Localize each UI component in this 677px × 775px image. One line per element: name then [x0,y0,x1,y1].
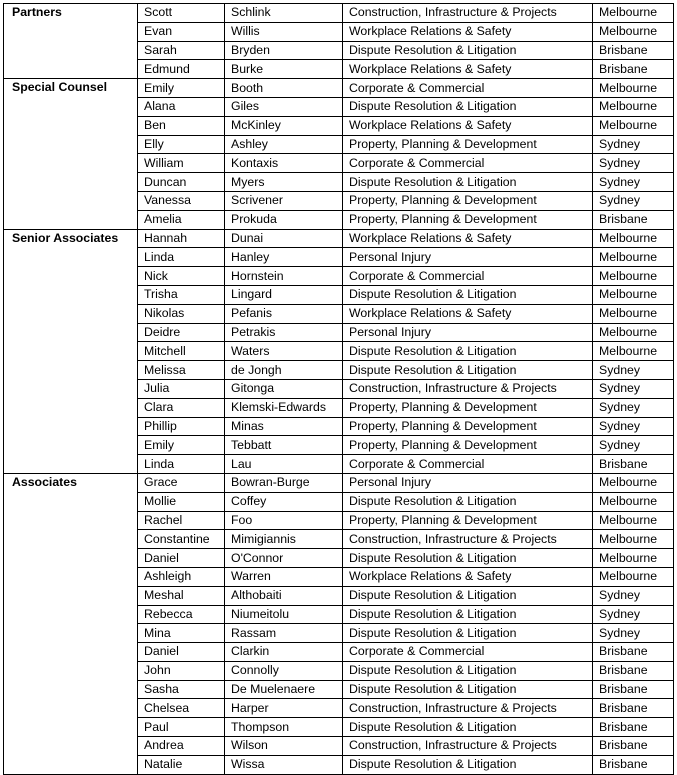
practice-area-cell: Dispute Resolution & Litigation [343,680,593,699]
first-name-cell: Deidre [138,323,225,342]
last-name-cell: Gitonga [225,379,343,398]
first-name-cell: Daniel [138,549,225,568]
office-cell: Melbourne [593,97,674,116]
last-name-cell: De Muelenaere [225,680,343,699]
last-name-cell: Rassam [225,624,343,643]
last-name-cell: Clarkin [225,643,343,662]
table-row [4,79,674,98]
practice-area-cell: Dispute Resolution & Litigation [343,492,593,511]
group-heading: Special Counsel [4,79,138,229]
office-cell: Sydney [593,624,674,643]
office-cell: Melbourne [593,229,674,248]
practice-area-cell: Construction, Infrastructure & Projects [343,737,593,756]
last-name-cell: Ashley [225,135,343,154]
first-name-cell: Clara [138,398,225,417]
office-cell: Brisbane [593,755,674,774]
first-name-cell: Emily [138,436,225,455]
practice-area-cell: Personal Injury [343,323,593,342]
practice-area-cell: Construction, Infrastructure & Projects [343,379,593,398]
office-cell: Melbourne [593,22,674,41]
first-name-cell: Elly [138,135,225,154]
practice-area-cell: Corporate & Commercial [343,154,593,173]
first-name-cell: Nick [138,267,225,286]
practice-area-cell: Construction, Infrastructure & Projects [343,530,593,549]
practice-area-cell: Construction, Infrastructure & Projects [343,699,593,718]
last-name-cell: Lau [225,455,343,474]
office-cell: Melbourne [593,323,674,342]
office-cell: Brisbane [593,60,674,79]
office-cell: Sydney [593,154,674,173]
office-cell: Sydney [593,173,674,192]
practice-area-cell: Workplace Relations & Safety [343,229,593,248]
last-name-cell: Coffey [225,492,343,511]
last-name-cell: Mimigiannis [225,530,343,549]
office-cell: Brisbane [593,699,674,718]
practice-area-cell: Dispute Resolution & Litigation [343,342,593,361]
group-heading: Senior Associates [4,229,138,473]
first-name-cell: Duncan [138,173,225,192]
practice-area-cell: Property, Planning & Development [343,210,593,229]
practice-area-cell: Workplace Relations & Safety [343,567,593,586]
first-name-cell: John [138,661,225,680]
office-cell: Brisbane [593,737,674,756]
last-name-cell: Althobaiti [225,586,343,605]
office-cell: Brisbane [593,661,674,680]
last-name-cell: Wissa [225,755,343,774]
first-name-cell: Mollie [138,492,225,511]
office-cell: Melbourne [593,511,674,530]
practice-area-cell: Workplace Relations & Safety [343,116,593,135]
office-cell: Melbourne [593,567,674,586]
first-name-cell: Amelia [138,210,225,229]
first-name-cell: Mina [138,624,225,643]
first-name-cell: Nikolas [138,304,225,323]
last-name-cell: Connolly [225,661,343,680]
first-name-cell: Melissa [138,361,225,380]
office-cell: Brisbane [593,643,674,662]
practice-area-cell: Dispute Resolution & Litigation [343,97,593,116]
last-name-cell: Kontaxis [225,154,343,173]
first-name-cell: Ashleigh [138,567,225,586]
first-name-cell: Andrea [138,737,225,756]
last-name-cell: Harper [225,699,343,718]
office-cell: Melbourne [593,530,674,549]
last-name-cell: Schlink [225,4,343,23]
last-name-cell: Wilson [225,737,343,756]
first-name-cell: Julia [138,379,225,398]
first-name-cell: Sasha [138,680,225,699]
last-name-cell: Tebbatt [225,436,343,455]
first-name-cell: Evan [138,22,225,41]
practice-area-cell: Dispute Resolution & Litigation [343,285,593,304]
last-name-cell: Prokuda [225,210,343,229]
office-cell: Melbourne [593,248,674,267]
practice-area-cell: Dispute Resolution & Litigation [343,361,593,380]
first-name-cell: Mitchell [138,342,225,361]
table-row [4,473,674,492]
office-cell: Sydney [593,586,674,605]
first-name-cell: Linda [138,455,225,474]
last-name-cell: Myers [225,173,343,192]
office-cell: Brisbane [593,455,674,474]
table-row [4,229,674,248]
practice-area-cell: Property, Planning & Development [343,135,593,154]
office-cell: Sydney [593,398,674,417]
practice-area-cell: Corporate & Commercial [343,455,593,474]
office-cell: Sydney [593,379,674,398]
practice-area-cell: Personal Injury [343,248,593,267]
first-name-cell: Paul [138,718,225,737]
office-cell: Sydney [593,191,674,210]
last-name-cell: Willis [225,22,343,41]
office-cell: Melbourne [593,4,674,23]
last-name-cell: Booth [225,79,343,98]
office-cell: Sydney [593,436,674,455]
last-name-cell: Thompson [225,718,343,737]
first-name-cell: Daniel [138,643,225,662]
office-cell: Melbourne [593,285,674,304]
last-name-cell: Burke [225,60,343,79]
practice-area-cell: Dispute Resolution & Litigation [343,605,593,624]
practice-area-cell: Property, Planning & Development [343,191,593,210]
first-name-cell: Chelsea [138,699,225,718]
last-name-cell: Niumeitolu [225,605,343,624]
last-name-cell: Scrivener [225,191,343,210]
office-cell: Brisbane [593,41,674,60]
staff-table-body [4,4,674,775]
last-name-cell: Waters [225,342,343,361]
practice-area-cell: Property, Planning & Development [343,511,593,530]
office-cell: Melbourne [593,342,674,361]
first-name-cell: Edmund [138,60,225,79]
practice-area-cell: Workplace Relations & Safety [343,22,593,41]
first-name-cell: Alana [138,97,225,116]
practice-area-cell: Dispute Resolution & Litigation [343,755,593,774]
group-heading: Partners [4,4,138,79]
first-name-cell: Phillip [138,417,225,436]
office-cell: Melbourne [593,492,674,511]
practice-area-cell: Property, Planning & Development [343,436,593,455]
first-name-cell: Constantine [138,530,225,549]
last-name-cell: Pefanis [225,304,343,323]
first-name-cell: William [138,154,225,173]
practice-area-cell: Dispute Resolution & Litigation [343,718,593,737]
last-name-cell: Bryden [225,41,343,60]
practice-area-cell: Dispute Resolution & Litigation [343,173,593,192]
first-name-cell: Ben [138,116,225,135]
practice-area-cell: Dispute Resolution & Litigation [343,624,593,643]
office-cell: Brisbane [593,680,674,699]
office-cell: Brisbane [593,210,674,229]
first-name-cell: Linda [138,248,225,267]
last-name-cell: Petrakis [225,323,343,342]
last-name-cell: McKinley [225,116,343,135]
last-name-cell: Giles [225,97,343,116]
last-name-cell: Klemski-Edwards [225,398,343,417]
table-row [4,4,674,23]
document-page [3,3,674,775]
office-cell: Sydney [593,361,674,380]
practice-area-cell: Workplace Relations & Safety [343,60,593,79]
first-name-cell: Rebecca [138,605,225,624]
last-name-cell: de Jongh [225,361,343,380]
office-cell: Melbourne [593,549,674,568]
last-name-cell: Minas [225,417,343,436]
practice-area-cell: Dispute Resolution & Litigation [343,586,593,605]
office-cell: Melbourne [593,304,674,323]
last-name-cell: Lingard [225,285,343,304]
staff-table [3,3,674,775]
first-name-cell: Emily [138,79,225,98]
practice-area-cell: Property, Planning & Development [343,398,593,417]
first-name-cell: Rachel [138,511,225,530]
practice-area-cell: Construction, Infrastructure & Projects [343,4,593,23]
office-cell: Melbourne [593,267,674,286]
last-name-cell: Hornstein [225,267,343,286]
practice-area-cell: Dispute Resolution & Litigation [343,549,593,568]
practice-area-cell: Corporate & Commercial [343,79,593,98]
first-name-cell: Vanessa [138,191,225,210]
practice-area-cell: Property, Planning & Development [343,417,593,436]
first-name-cell: Grace [138,473,225,492]
practice-area-cell: Dispute Resolution & Litigation [343,661,593,680]
practice-area-cell: Workplace Relations & Safety [343,304,593,323]
last-name-cell: Bowran-Burge [225,473,343,492]
last-name-cell: Hanley [225,248,343,267]
group-heading: Associates [4,473,138,774]
last-name-cell: O'Connor [225,549,343,568]
office-cell: Melbourne [593,79,674,98]
office-cell: Melbourne [593,116,674,135]
practice-area-cell: Dispute Resolution & Litigation [343,41,593,60]
office-cell: Sydney [593,135,674,154]
first-name-cell: Sarah [138,41,225,60]
last-name-cell: Dunai [225,229,343,248]
practice-area-cell: Corporate & Commercial [343,643,593,662]
practice-area-cell: Corporate & Commercial [343,267,593,286]
office-cell: Sydney [593,605,674,624]
first-name-cell: Natalie [138,755,225,774]
first-name-cell: Trisha [138,285,225,304]
office-cell: Sydney [593,417,674,436]
last-name-cell: Foo [225,511,343,530]
practice-area-cell: Personal Injury [343,473,593,492]
office-cell: Brisbane [593,718,674,737]
last-name-cell: Warren [225,567,343,586]
first-name-cell: Scott [138,4,225,23]
first-name-cell: Hannah [138,229,225,248]
office-cell: Melbourne [593,473,674,492]
first-name-cell: Meshal [138,586,225,605]
